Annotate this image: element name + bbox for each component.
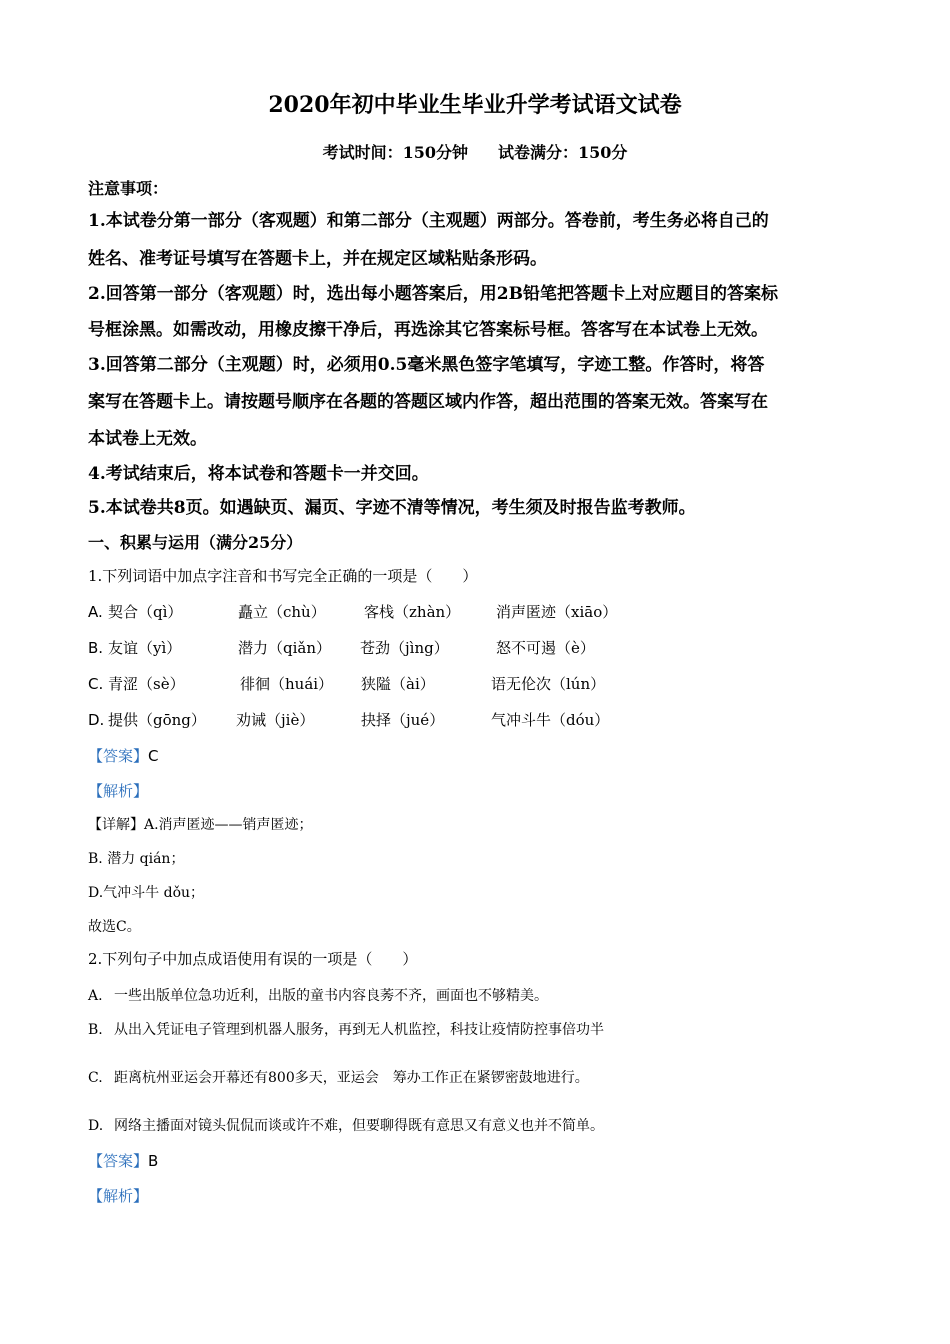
notice-line: 本试卷上无效。 — [88, 429, 207, 449]
option-c-word: 青涩（sè） — [108, 675, 185, 693]
option-b-word: 苍劲（jìng） — [360, 639, 449, 657]
option-a-word: 消声匿迹（xiāo） — [496, 603, 618, 621]
analysis-tag: 【解析】 — [88, 782, 149, 800]
question-2-option-a: A. 一些出版单位急功近利，出版的童书内容良莠不齐，画面也不够精美。 — [88, 988, 548, 1004]
question-1-stem: 1.下列词语中加点字注音和书写完全正确的一项是（ ） — [88, 567, 478, 585]
notice-line: 案写在答题卡上。请按题号顺序在各题的答题区域内作答，超出范围的答案无效。答案写在 — [88, 392, 768, 412]
option-d-word: 气冲斗牛（dóu） — [491, 711, 610, 729]
notice-line: 2.回答第一部分（客观题）时，选出每小题答案后，用2B铅笔把答题卡上对应题目的答案标 — [88, 284, 778, 304]
answer-tag: 【答案】B — [88, 1152, 159, 1170]
answer-value: C — [148, 747, 159, 765]
detail-line: 故选C。 — [88, 919, 141, 935]
option-b-word: 潜力（qiǎn） — [238, 639, 332, 657]
option-c-word: 徘徊（huái） — [240, 675, 334, 693]
notice-line: 4.考试结束后，将本试卷和答题卡一并交回。 — [88, 464, 429, 484]
question-2-option-d: D. 网络主播面对镜头侃侃而谈或许不难，但要聊得既有意思又有意义也并不简单。 — [88, 1118, 604, 1134]
detail-line: D.气冲斗牛 dǒu； — [88, 885, 205, 901]
detail-line: B. 潜力 qián； — [88, 851, 185, 867]
option-c-word: 狭隘（ài） — [361, 675, 435, 693]
answer-tag: 【答案】C — [88, 747, 159, 765]
full-score: 试卷满分：150分 — [498, 143, 628, 162]
analysis-tag: 【解析】 — [88, 1187, 149, 1205]
question-2-option-c: C. 距离杭州亚运会开幕还有800多天，亚运会 筹办工作正在紧锣密鼓地进行。 — [88, 1070, 589, 1086]
section-heading: 一、积累与运用（满分25分） — [88, 533, 303, 552]
exam-info — [0, 145, 950, 161]
option-b-word: 怒不可遏（è） — [496, 639, 595, 657]
detail-line: 【详解】A.消声匿迹——销声匿迹； — [88, 817, 313, 833]
option-a-word: 契合（qì） — [108, 603, 183, 621]
notice-line: 5.本试卷共8页。如遇缺页、漏页、字迹不清等情况，考生须及时报告监考教师。 — [88, 498, 696, 518]
notice-line: 号框涂黑。如需改动，用橡皮擦干净后，再选涂其它答案标号框。答客写在本试卷上无效。 — [88, 320, 768, 340]
option-a-word: 矗立（chù） — [238, 603, 326, 621]
option-b-word: 友谊（yì） — [108, 639, 182, 657]
option-d-word: 抉择（jué） — [361, 711, 445, 729]
notice-heading: 注意事项： — [88, 179, 169, 198]
notice-line: 3.回答第二部分（主观题）时，必须用0.5毫米黑色签字笔填写，字迹工整。作答时，将答 — [88, 355, 765, 375]
exam-title: 2020年初中毕业生毕业升学考试语文试卷 — [268, 92, 682, 118]
option-b-label: B. — [88, 639, 104, 657]
question-2-option-b: B. 从出入凭证电子管理到机器人服务，再到无人机监控，科技让疫情防控事倍功半 — [88, 1022, 604, 1038]
answer-value: B — [148, 1152, 159, 1170]
option-d-word: 提供（gōng） — [108, 711, 206, 729]
notice-line: 1.本试卷分第一部分（客观题）和第二部分（主观题）两部分。答卷前，考生务必将自己的 — [88, 211, 769, 231]
option-c-label: C. — [88, 675, 104, 693]
option-c-word: 语无伦次（lún） — [491, 675, 606, 693]
option-d-word: 劝诫（jiè） — [236, 711, 315, 729]
notice-line: 姓名、准考证号填写在答题卡上，并在规定区域粘贴条形码。 — [88, 249, 547, 269]
option-a-word: 客栈（zhàn） — [364, 603, 461, 621]
question-2-stem: 2.下列句子中加点成语使用有误的一项是（ ） — [88, 950, 418, 968]
option-d-label: D. — [88, 711, 105, 729]
option-a-label: A. — [88, 603, 103, 621]
exam-time: 考试时间：150分钟 — [322, 143, 468, 162]
